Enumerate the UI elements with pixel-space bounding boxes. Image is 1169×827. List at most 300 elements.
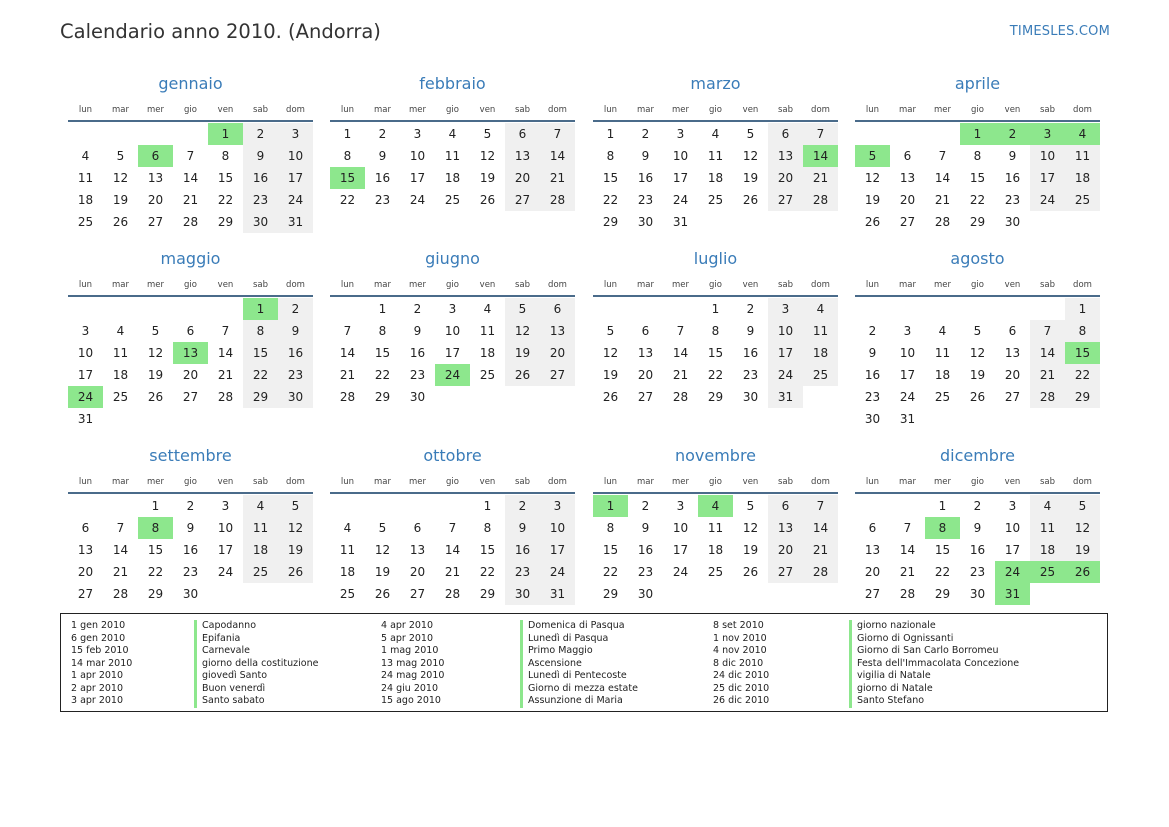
day: 24 [540, 561, 575, 583]
weekday-label: sab [777, 280, 794, 290]
day: 13 [768, 517, 803, 539]
legend-date: 26 dic 2010 [713, 695, 770, 706]
empty-cell [138, 298, 173, 320]
legend-holiday-name: giorno di Natale [857, 682, 933, 694]
legend-holiday-name: Buon venerdì [202, 682, 266, 694]
day: 30 [278, 386, 313, 408]
day: 3 [768, 298, 803, 320]
day-grid [593, 495, 838, 605]
day: 29 [243, 386, 278, 408]
day: 19 [742, 171, 759, 185]
day: 20 [899, 193, 916, 207]
day: 8 [973, 149, 982, 163]
day: 31 [77, 412, 94, 426]
weekday-label: mer [146, 105, 164, 115]
day: 17 [409, 171, 426, 185]
empty-cell [855, 298, 890, 320]
day: 14 [934, 171, 951, 185]
day: 25 [707, 565, 724, 579]
day: 21 [1030, 364, 1065, 386]
day: 6 [903, 149, 912, 163]
day: 2 [973, 499, 982, 513]
day: 17 [77, 368, 94, 382]
day: 7 [540, 123, 575, 145]
day: 28 [112, 587, 129, 601]
weekday-label: lun [340, 477, 355, 487]
day: 13 [540, 320, 575, 342]
day: 5 [278, 495, 313, 517]
day: 11 [707, 149, 724, 163]
weekday-label: mar [899, 477, 916, 487]
day: 27 [182, 390, 199, 404]
day: 3 [1008, 499, 1017, 513]
day: 24 [672, 193, 689, 207]
day: 4 [81, 149, 90, 163]
day: 26 [969, 390, 986, 404]
month-dicembre [855, 445, 1100, 605]
day: 21 [444, 565, 461, 579]
weekday-label: lun [340, 105, 355, 115]
day: 12 [602, 346, 619, 360]
day: 15 [243, 342, 278, 364]
day: 26 [742, 565, 759, 579]
holiday-day: 2 [995, 123, 1030, 145]
day: 27 [505, 189, 540, 211]
day: 6 [768, 495, 803, 517]
day: 18 [1030, 539, 1065, 561]
day: 15 [147, 543, 164, 557]
day: 20 [147, 193, 164, 207]
month-ottobre [330, 445, 575, 605]
weekday-label: mar [374, 280, 391, 290]
weekday-label: sab [514, 105, 531, 115]
day: 30 [637, 215, 654, 229]
empty-cell [960, 298, 995, 320]
holiday-day: 4 [1065, 123, 1100, 145]
day: 24 [409, 193, 426, 207]
day: 5 [116, 149, 125, 163]
day: 16 [1004, 171, 1021, 185]
day-grid [330, 123, 575, 211]
legend-holiday-name: Epifania [202, 632, 241, 644]
day: 26 [742, 193, 759, 207]
empty-cell [890, 495, 925, 517]
day: 6 [413, 521, 422, 535]
legend-date: 3 apr 2010 [71, 695, 124, 706]
empty-cell [1030, 298, 1065, 320]
weekday-header [330, 100, 575, 122]
day: 17 [444, 346, 461, 360]
day: 23 [374, 193, 391, 207]
day: 4 [711, 127, 720, 141]
day: 28 [182, 215, 199, 229]
day: 9 [868, 346, 877, 360]
weekday-label: gio [184, 280, 197, 290]
day: 14 [217, 346, 234, 360]
legend-date: 8 dic 2010 [713, 657, 764, 669]
day: 14 [444, 543, 461, 557]
day: 7 [1030, 320, 1065, 342]
site-link[interactable]: TIMESLES.COM [1009, 24, 1110, 39]
day: 25 [112, 390, 129, 404]
day: 25 [934, 390, 951, 404]
weekday-label: mar [112, 280, 129, 290]
day: 17 [899, 368, 916, 382]
day: 18 [1065, 167, 1100, 189]
day: 11 [243, 517, 278, 539]
day: 13 [864, 543, 881, 557]
weekday-label: lun [603, 477, 618, 487]
day: 28 [217, 390, 234, 404]
day: 12 [147, 346, 164, 360]
day: 1 [483, 499, 492, 513]
day: 1 [378, 302, 387, 316]
weekday-label: mar [112, 477, 129, 487]
day: 6 [540, 298, 575, 320]
weekday-header [68, 472, 313, 494]
holiday-day: 6 [138, 145, 173, 167]
legend-holiday-name: Festa dell'Immacolata Concezione [857, 657, 1020, 669]
day: 10 [1004, 521, 1021, 535]
day: 5 [378, 521, 387, 535]
day: 22 [1065, 364, 1100, 386]
day: 28 [899, 587, 916, 601]
legend-holiday-name: Santo sabato [202, 695, 265, 706]
weekday-label: mer [933, 477, 951, 487]
weekday-label: sab [1039, 280, 1056, 290]
day: 14 [899, 543, 916, 557]
weekday-label: lun [340, 280, 355, 290]
legend-holiday-name: Giorno di San Carlo Borromeu [857, 645, 999, 656]
day: 14 [112, 543, 129, 557]
legend-date: 1 nov 2010 [713, 632, 767, 644]
day: 19 [1065, 539, 1100, 561]
day: 20 [77, 565, 94, 579]
weekday-label: lun [78, 105, 93, 115]
day: 5 [151, 324, 160, 338]
day: 10 [77, 346, 94, 360]
day: 21 [339, 368, 356, 382]
weekday-label: dom [286, 105, 305, 115]
legend-date: 1 gen 2010 [71, 620, 126, 631]
day: 16 [637, 171, 654, 185]
weekday-label: mer [146, 280, 164, 290]
day: 25 [243, 561, 278, 583]
day: 10 [278, 145, 313, 167]
day: 20 [505, 167, 540, 189]
day: 4 [483, 302, 492, 316]
day: 7 [343, 324, 352, 338]
legend-date: 24 dic 2010 [713, 670, 770, 681]
day: 10 [217, 521, 234, 535]
day: 29 [969, 215, 986, 229]
day: 7 [448, 521, 457, 535]
day: 30 [182, 587, 199, 601]
day: 21 [934, 193, 951, 207]
day: 17 [540, 539, 575, 561]
day: 9 [243, 145, 278, 167]
month-febbraio [330, 73, 575, 211]
day: 6 [641, 324, 650, 338]
weekday-label: gio [971, 477, 984, 487]
weekday-label: lun [865, 105, 880, 115]
day: 17 [1004, 543, 1021, 557]
day: 1 [938, 499, 947, 513]
legend-holiday-name: giorno della costituzione [202, 657, 319, 669]
weekday-label: lun [603, 280, 618, 290]
legend-holiday-name: Domenica di Pasqua [528, 620, 625, 631]
day: 3 [278, 123, 313, 145]
day: 12 [1065, 517, 1100, 539]
weekday-label: gio [709, 280, 722, 290]
empty-cell [103, 495, 138, 517]
day: 21 [899, 565, 916, 579]
empty-cell [435, 495, 470, 517]
day: 25 [1065, 189, 1100, 211]
day: 2 [243, 123, 278, 145]
day: 9 [278, 320, 313, 342]
day: 22 [479, 565, 496, 579]
day-grid [593, 123, 838, 233]
day: 31 [540, 583, 575, 605]
empty-cell [890, 123, 925, 145]
weekday-label: sab [514, 477, 531, 487]
day: 20 [768, 539, 803, 561]
day: 1 [343, 127, 352, 141]
day: 30 [637, 587, 654, 601]
day: 9 [641, 149, 650, 163]
day: 9 [413, 324, 422, 338]
month-name: luglio [693, 249, 738, 268]
day: 20 [1004, 368, 1021, 382]
day: 26 [374, 587, 391, 601]
day: 19 [112, 193, 129, 207]
day: 15 [479, 543, 496, 557]
day: 12 [742, 149, 759, 163]
day: 27 [147, 215, 164, 229]
day: 8 [1065, 320, 1100, 342]
month-giugno [330, 248, 575, 408]
month-name: febbraio [419, 74, 486, 93]
day: 18 [444, 171, 461, 185]
day: 15 [602, 171, 619, 185]
legend-names-col-3 [849, 620, 1019, 708]
day: 25 [444, 193, 461, 207]
day: 23 [505, 561, 540, 583]
day: 14 [672, 346, 689, 360]
day: 7 [803, 123, 838, 145]
month-aprile [855, 73, 1100, 233]
month-gennaio [68, 73, 313, 233]
day: 16 [969, 543, 986, 557]
day: 27 [899, 215, 916, 229]
empty-cell [68, 495, 103, 517]
day: 17 [768, 342, 803, 364]
empty-cell [330, 298, 365, 320]
day: 18 [934, 368, 951, 382]
day: 15 [217, 171, 234, 185]
weekday-label: mar [637, 280, 654, 290]
day: 20 [540, 342, 575, 364]
day: 7 [803, 495, 838, 517]
weekday-label: gio [184, 105, 197, 115]
day: 14 [803, 517, 838, 539]
day: 5 [606, 324, 615, 338]
day: 23 [742, 368, 759, 382]
legend-dates-col-1 [71, 620, 132, 708]
empty-cell [103, 123, 138, 145]
empty-cell [208, 298, 243, 320]
weekday-label: dom [286, 477, 305, 487]
day: 16 [637, 543, 654, 557]
holiday-day: 5 [855, 145, 890, 167]
day: 29 [1065, 386, 1100, 408]
day: 10 [899, 346, 916, 360]
day: 23 [637, 565, 654, 579]
day: 14 [540, 145, 575, 167]
day: 6 [868, 521, 877, 535]
day: 15 [969, 171, 986, 185]
day: 12 [742, 521, 759, 535]
day: 26 [147, 390, 164, 404]
day: 14 [182, 171, 199, 185]
legend-date: 15 feb 2010 [71, 645, 129, 656]
weekday-label: mer [408, 280, 426, 290]
month-agosto [855, 248, 1100, 430]
month-settembre [68, 445, 313, 605]
month-maggio [68, 248, 313, 430]
month-name: agosto [950, 249, 1005, 268]
day: 13 [409, 543, 426, 557]
day: 3 [903, 324, 912, 338]
day: 2 [278, 298, 313, 320]
legend-date: 24 giu 2010 [381, 682, 438, 694]
day: 5 [973, 324, 982, 338]
holiday-day: 25 [1030, 561, 1065, 583]
day: 27 [768, 561, 803, 583]
weekday-label: ven [742, 105, 759, 115]
day: 24 [217, 565, 234, 579]
day: 19 [742, 543, 759, 557]
day: 31 [278, 211, 313, 233]
day: 2 [413, 302, 422, 316]
day: 7 [903, 521, 912, 535]
day-grid [855, 298, 1100, 430]
holiday-day: 24 [995, 561, 1030, 583]
day: 3 [540, 495, 575, 517]
legend-holiday-name: Giorno di mezza estate [528, 682, 638, 694]
day: 7 [676, 324, 685, 338]
weekday-label: mar [637, 105, 654, 115]
day: 27 [77, 587, 94, 601]
day: 23 [409, 368, 426, 382]
weekday-label: lun [78, 280, 93, 290]
holiday-day: 4 [698, 495, 733, 517]
day: 14 [339, 346, 356, 360]
day: 19 [969, 368, 986, 382]
day: 8 [221, 149, 230, 163]
weekday-label: gio [446, 280, 459, 290]
legend-date: 5 apr 2010 [381, 632, 434, 644]
day: 22 [934, 565, 951, 579]
weekday-header [855, 100, 1100, 122]
day: 23 [243, 189, 278, 211]
day: 30 [243, 211, 278, 233]
day: 5 [746, 499, 755, 513]
day: 27 [864, 587, 881, 601]
weekday-label: sab [252, 105, 269, 115]
weekday-label: mar [637, 477, 654, 487]
day: 17 [672, 171, 689, 185]
empty-cell [890, 298, 925, 320]
day: 30 [742, 390, 759, 404]
day: 28 [672, 390, 689, 404]
weekday-label: sab [514, 280, 531, 290]
legend-holiday-name: vigilia di Natale [857, 670, 931, 681]
empty-cell [173, 298, 208, 320]
holiday-day: 8 [138, 517, 173, 539]
weekday-label: ven [1004, 280, 1021, 290]
day: 23 [182, 565, 199, 579]
day: 19 [479, 171, 496, 185]
day: 22 [602, 193, 619, 207]
weekday-label: dom [811, 105, 830, 115]
day: 10 [1030, 145, 1065, 167]
day: 26 [479, 193, 496, 207]
weekday-label: gio [971, 280, 984, 290]
month-name: novembre [674, 446, 757, 465]
day: 29 [934, 587, 951, 601]
holiday-day: 1 [208, 123, 243, 145]
day: 16 [864, 368, 881, 382]
day: 3 [448, 302, 457, 316]
weekday-label: dom [548, 280, 567, 290]
day: 18 [803, 342, 838, 364]
day: 21 [803, 167, 838, 189]
day-grid [330, 298, 575, 408]
day: 2 [641, 499, 650, 513]
day: 17 [217, 543, 234, 557]
empty-cell [855, 495, 890, 517]
weekday-header [855, 275, 1100, 297]
weekday-label: mer [408, 105, 426, 115]
weekday-label: gio [446, 105, 459, 115]
day: 30 [969, 587, 986, 601]
day: 4 [243, 495, 278, 517]
day: 12 [112, 171, 129, 185]
day: 3 [676, 499, 685, 513]
day: 30 [409, 390, 426, 404]
day: 21 [803, 539, 838, 561]
day: 24 [672, 565, 689, 579]
day: 2 [868, 324, 877, 338]
legend-holiday-name: Lunedì di Pentecoste [528, 670, 627, 681]
legend-date: 24 mag 2010 [381, 670, 445, 681]
weekday-label: gio [709, 477, 722, 487]
weekday-label: ven [479, 105, 496, 115]
day: 19 [505, 342, 540, 364]
weekday-label: lun [865, 477, 880, 487]
weekday-label: ven [742, 477, 759, 487]
day: 18 [479, 346, 496, 360]
legend-names-col-2 [520, 620, 638, 708]
day: 4 [343, 521, 352, 535]
weekday-header [330, 472, 575, 494]
holiday-day: 31 [995, 583, 1030, 605]
day: 8 [343, 149, 352, 163]
weekday-label: dom [811, 477, 830, 487]
day: 16 [278, 342, 313, 364]
